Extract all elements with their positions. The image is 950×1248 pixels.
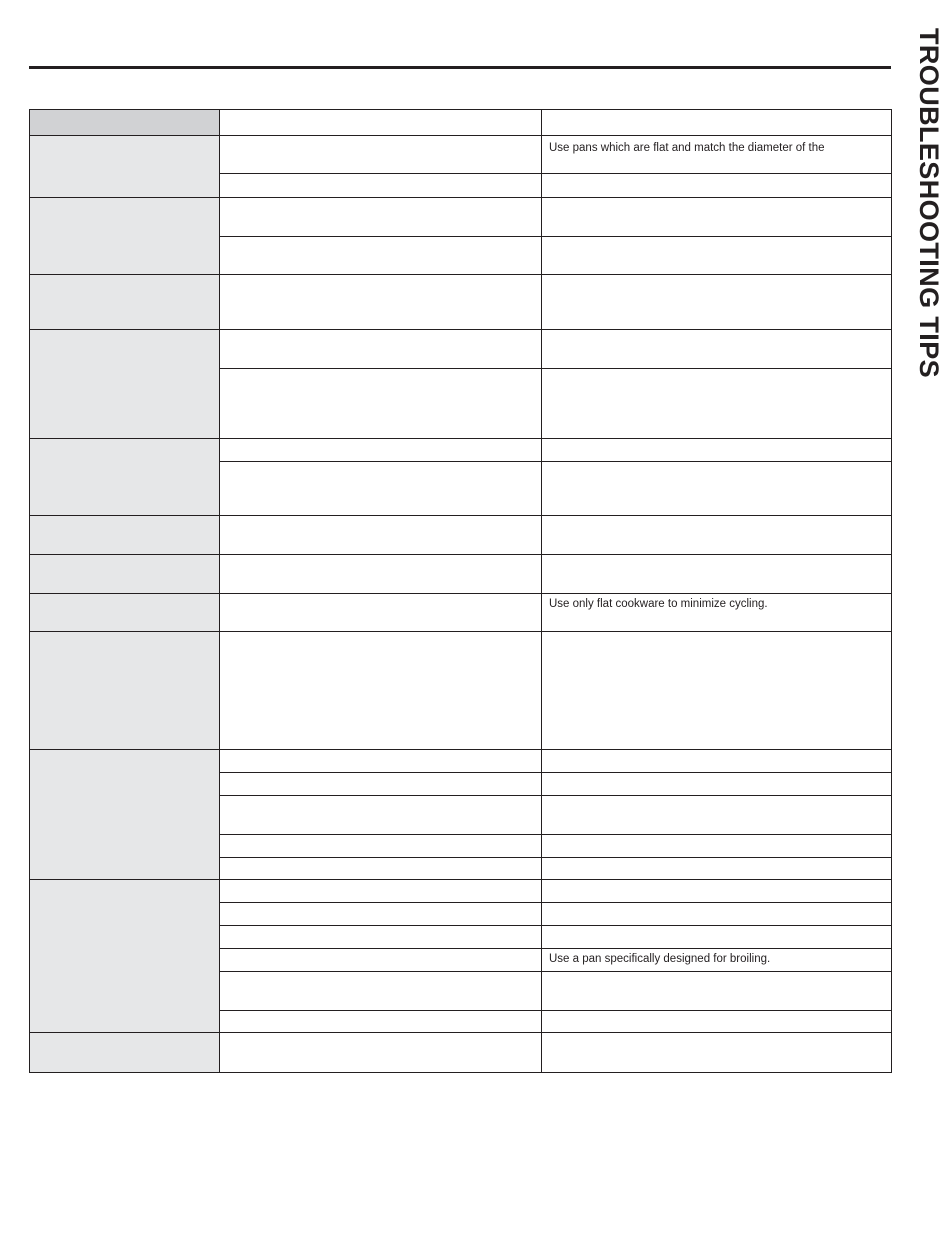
cause-cell — [219, 948, 543, 973]
top-rule — [29, 66, 891, 69]
cause-cell — [219, 1010, 543, 1034]
problem-cell — [29, 329, 221, 440]
solution-cell — [541, 554, 892, 595]
header-problem — [29, 109, 221, 137]
troubleshooting-table — [29, 109, 892, 1073]
cause-cell — [219, 554, 543, 595]
solution-cell — [541, 902, 892, 927]
cause-cell — [219, 1032, 543, 1073]
solution-cell — [541, 925, 892, 950]
solution-cell — [541, 879, 892, 904]
solution-cell — [541, 631, 892, 751]
cause-cell — [219, 236, 543, 276]
solution-cell — [541, 857, 892, 881]
cause-cell — [219, 197, 543, 238]
cause-cell — [219, 593, 543, 633]
cause-cell — [219, 902, 543, 927]
solution-cell — [541, 772, 892, 797]
solution-cell — [541, 329, 892, 370]
cause-cell — [219, 515, 543, 556]
cause-cell — [219, 135, 543, 175]
problem-cell — [29, 438, 221, 517]
solution-cell: Use pans which are flat and match the diameter of the — [541, 135, 892, 175]
solution-cell: Use only flat cookware to minimize cycling. — [541, 593, 892, 633]
problem-cell — [29, 135, 221, 199]
problem-cell — [29, 749, 221, 881]
cause-cell — [219, 329, 543, 370]
solution-cell — [541, 1010, 892, 1034]
cause-cell — [219, 368, 543, 440]
cause-cell — [219, 772, 543, 797]
cause-cell — [219, 461, 543, 517]
cause-cell — [219, 749, 543, 774]
cause-cell — [219, 834, 543, 859]
solution-cell — [541, 236, 892, 276]
cause-cell — [219, 857, 543, 881]
cause-cell — [219, 879, 543, 904]
problem-cell — [29, 593, 221, 633]
problem-cell — [29, 515, 221, 556]
cause-cell — [219, 631, 543, 751]
solution-cell — [541, 197, 892, 238]
cause-cell — [219, 438, 543, 463]
cause-cell — [219, 795, 543, 836]
solution-cell — [541, 173, 892, 199]
cause-cell — [219, 925, 543, 950]
solution-cell — [541, 461, 892, 517]
problem-cell — [29, 554, 221, 595]
problem-cell — [29, 274, 221, 331]
solution-cell — [541, 368, 892, 440]
solution-cell — [541, 971, 892, 1012]
header-solution — [541, 109, 892, 137]
problem-cell — [29, 631, 221, 751]
solution-cell — [541, 274, 892, 331]
problem-cell — [29, 1032, 221, 1073]
solution-cell — [541, 795, 892, 836]
cause-cell — [219, 971, 543, 1012]
cause-cell — [219, 173, 543, 199]
solution-cell — [541, 1032, 892, 1073]
problem-cell — [29, 879, 221, 1034]
header-cause — [219, 109, 543, 137]
solution-cell — [541, 749, 892, 774]
solution-cell: Use a pan specifically designed for broiling. — [541, 948, 892, 973]
solution-cell — [541, 438, 892, 463]
page-side-title: TROUBLESHOOTING TIPS — [914, 28, 944, 379]
solution-cell — [541, 515, 892, 556]
solution-cell — [541, 834, 892, 859]
problem-cell — [29, 197, 221, 276]
cause-cell — [219, 274, 543, 331]
